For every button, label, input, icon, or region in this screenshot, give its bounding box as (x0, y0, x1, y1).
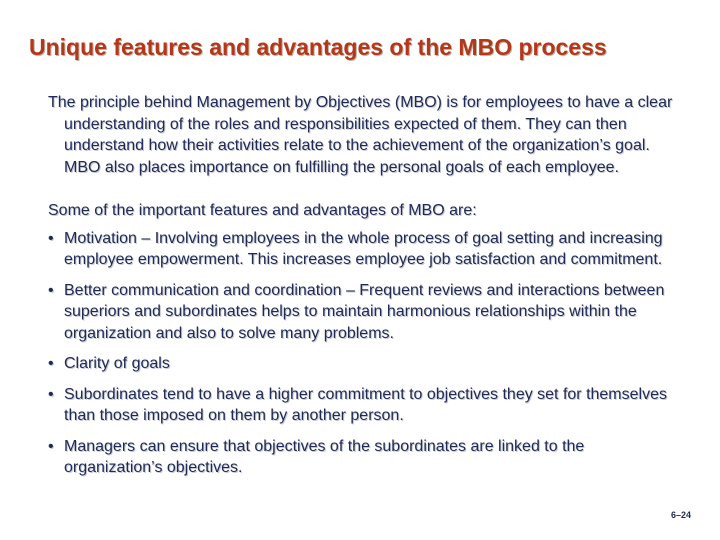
bullet-icon: • (48, 437, 54, 455)
feature-item-text: Subordinates tend to have a higher commitment to objectives they set for themselves than those imposed on them by another person. (64, 385, 667, 424)
feature-item-motivation (48, 228, 680, 271)
feature-item-communication (48, 280, 680, 345)
feature-item-text: Managers can ensure that objectives of the subordinates are linked to the organization’s objectives. (64, 437, 585, 476)
bullet-icon: • (48, 355, 54, 372)
features-lead-in: Some of the important features and advantages of MBO are: (48, 202, 477, 219)
slide-title: Unique features and advantages of the MBO process (29, 34, 607, 60)
bullet-icon: • (48, 281, 54, 299)
feature-item-text: Better communication and coordination – Frequent reviews and interactions between superiors and subordinates helps to maintain harmonious relationships within the organization and also to solve many problems. (64, 281, 665, 342)
page-number: 6–24 (670, 510, 691, 520)
bullet-icon: • (48, 229, 54, 247)
intro-paragraph: The principle behind Management by Objectives (MBO) is for employees to have a clear understanding of the roles and responsibilities expected of them. They can then understand how their activities relate to the achievement of the organization’s goal. MBO also places importance on fulfilling the personal goals of each employee. (48, 94, 673, 176)
feature-item-text: Clarity of goals (64, 355, 170, 372)
feature-item-commitment (48, 384, 680, 427)
feature-item-alignment (48, 436, 680, 479)
features-list (48, 228, 680, 479)
slide-body (48, 92, 680, 488)
bullet-icon: • (48, 385, 54, 403)
feature-item-clarity (48, 353, 680, 375)
feature-item-text: Motivation – Involving employees in the whole process of goal setting and increasing employee empowerment. This increases employee job satisfaction and commitment. (64, 229, 663, 268)
